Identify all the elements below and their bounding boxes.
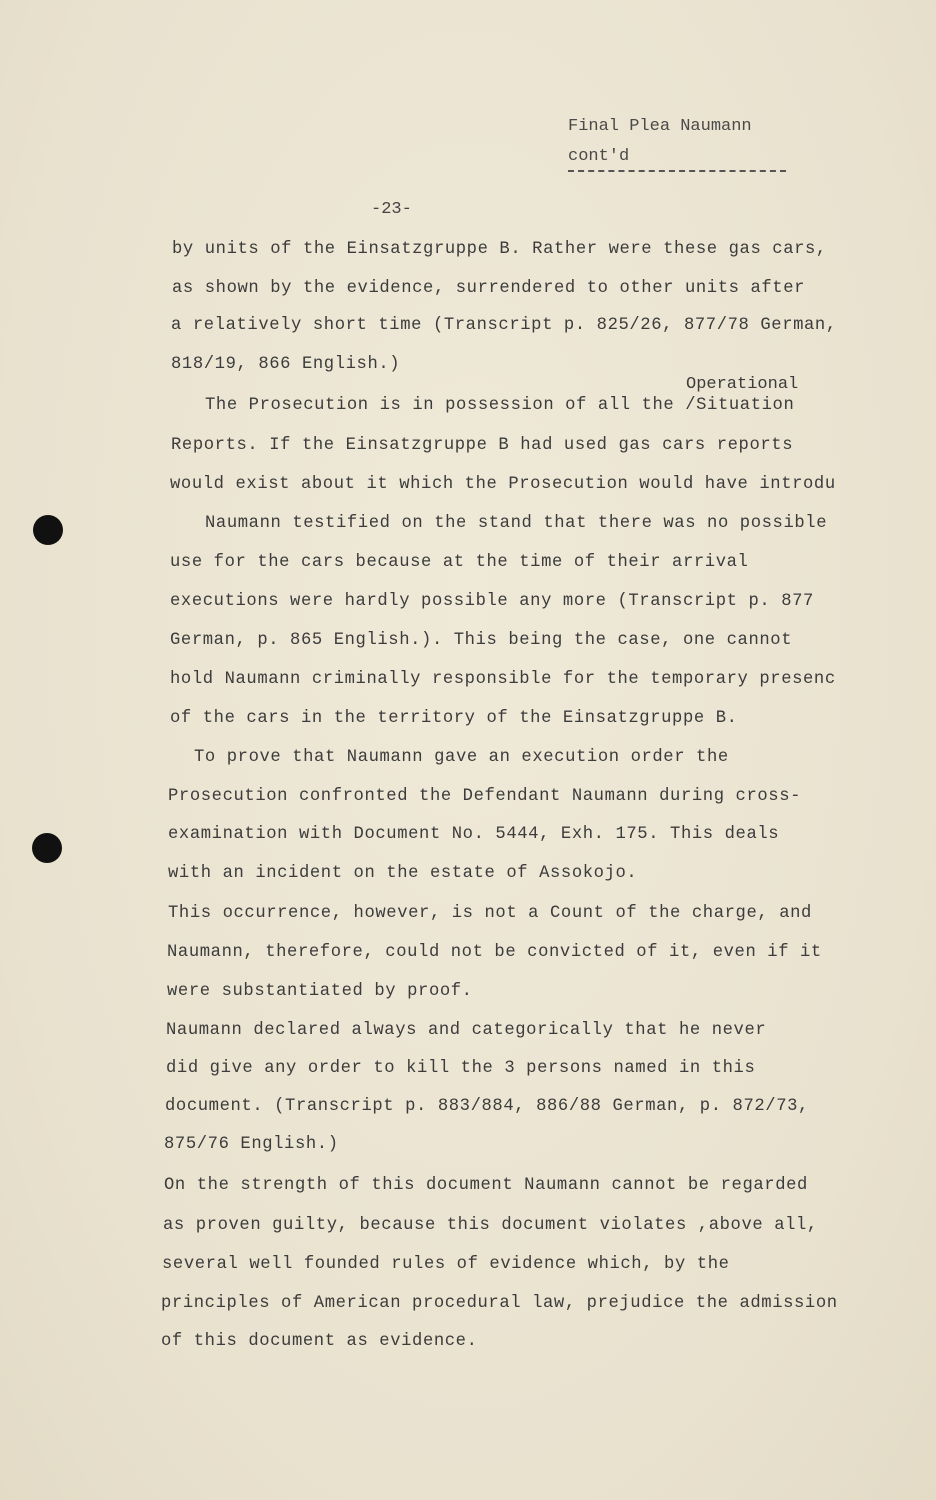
text-line-25: On the strength of this document Naumann cannot be regarded (164, 1176, 808, 1195)
text-line-23: document. (Transcript p. 883/884, 886/88 German, p. 872/73, (165, 1097, 809, 1116)
text-line-28: principles of American procedural law, prejudice the admission (161, 1294, 838, 1313)
text-line-16: examination with Document No. 5444, Exh. 175. This deals (168, 825, 780, 844)
text-line-29: of this document as evidence. (161, 1332, 478, 1351)
header-underline (568, 170, 786, 172)
text-line-9: use for the cars because at the time of their arrival (170, 553, 749, 572)
text-line-17: with an incident on the estate of Assokojo. (168, 864, 638, 883)
text-line-2: as shown by the evidence, surrendered to other units after (172, 279, 806, 298)
text-line-21: Naumann declared always and categorically that he never (166, 1021, 767, 1040)
text-line-24: 875/76 English.) (164, 1135, 339, 1154)
text-line-20: were substantiated by proof. (167, 982, 473, 1001)
text-line-22: did give any order to kill the 3 persons named in this (166, 1059, 756, 1078)
text-line-18: This occurrence, however, is not a Count of the charge, and (168, 904, 812, 923)
text-line-5: The Prosecution is in possession of all the /Situation (205, 396, 795, 415)
text-line-15: Prosecution confronted the Defendant Naumann during cross- (168, 787, 802, 806)
text-line-13: of the cars in the territory of the Einsatzgruppe B. (170, 709, 738, 728)
page-number: -23- (371, 200, 412, 219)
header-contd: cont'd (568, 147, 630, 166)
text-line-10: executions were hardly possible any more (Transcript p. 877 (170, 592, 814, 611)
document-header (568, 112, 752, 172)
text-line-12: hold Naumann criminally responsible for the temporary presenc (170, 670, 836, 689)
punch-hole-lower (32, 833, 62, 863)
text-line-14: To prove that Naumann gave an execution order the (194, 748, 729, 767)
header-title: Final Plea Naumann (568, 117, 752, 136)
text-line-11: German, p. 865 English.). This being the case, one cannot (170, 631, 793, 650)
text-line-7: would exist about it which the Prosecution would have introdu (170, 475, 836, 494)
text-line-27: several well founded rules of evidence which, by the (162, 1255, 730, 1274)
text-line-1: by units of the Einsatzgruppe B. Rather were these gas cars, (172, 240, 827, 259)
text-line-3: a relatively short time (Transcript p. 825/26, 877/78 German, (171, 316, 837, 335)
text-line-4: 818/19, 866 English.) (171, 355, 401, 374)
text-line-19: Naumann, therefore, could not be convicted of it, even if it (167, 943, 822, 962)
text-line-8: Naumann testified on the stand that there was no possible (205, 514, 828, 533)
punch-hole-upper (33, 515, 63, 545)
interline-insertion: Operational (686, 375, 799, 394)
text-line-6: Reports. If the Einsatzgruppe B had used gas cars reports (171, 436, 794, 455)
text-line-26: as proven guilty, because this document violates ,above all, (163, 1216, 818, 1235)
